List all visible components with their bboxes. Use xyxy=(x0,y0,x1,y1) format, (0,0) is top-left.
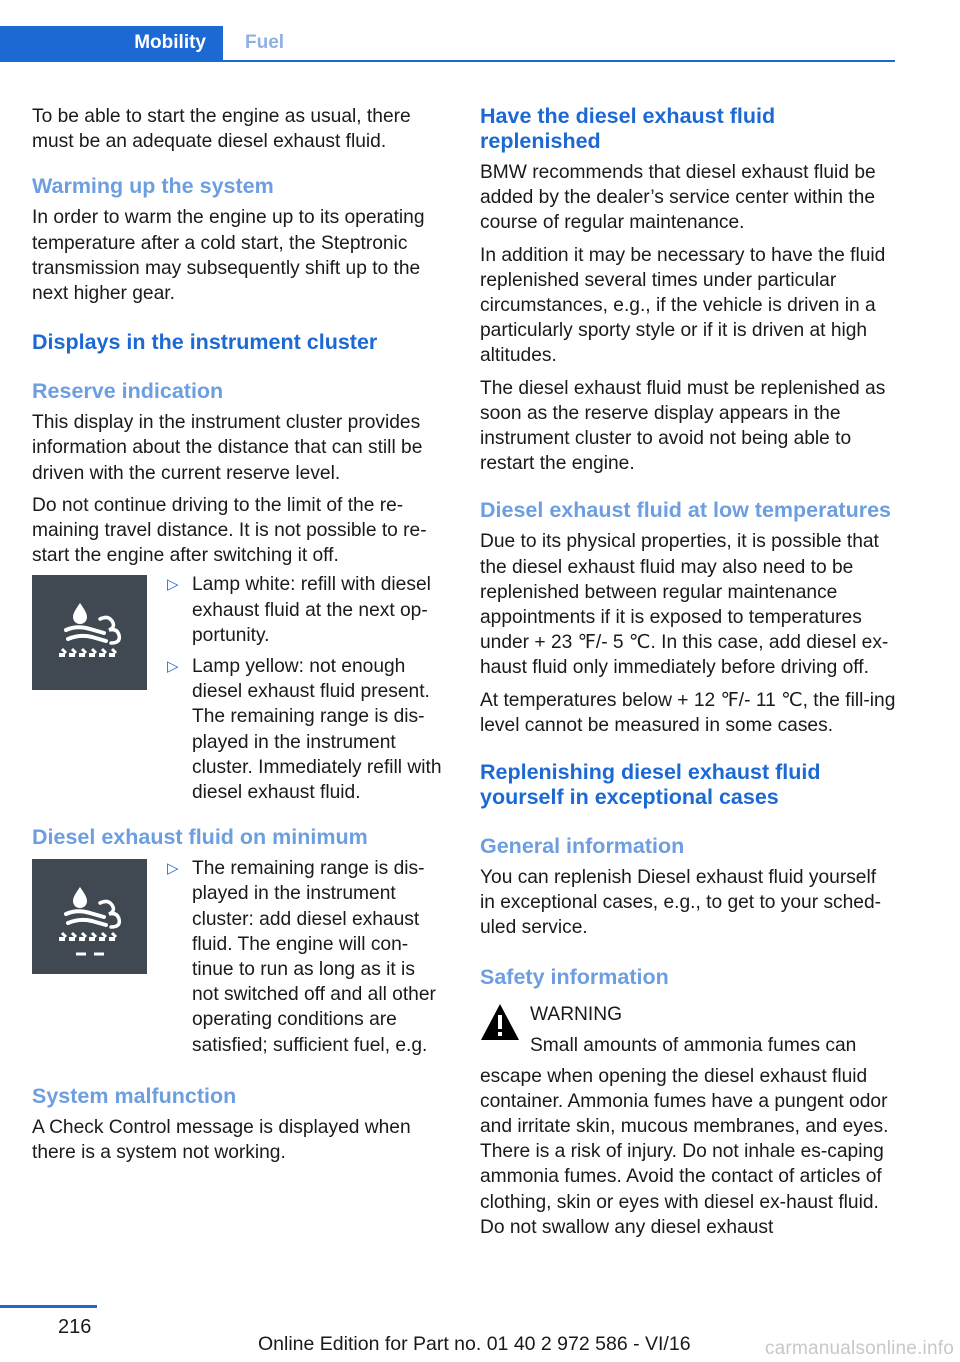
list-item: ▷ Lamp yellow: not enough diesel exhaust fluid present. The remaining range is dis‐played in the instrument cluster. Immediately refill with diesel exhaust fluid. xyxy=(167,656,442,804)
reserve-text-1: This display in the instrument cluster provides information about the distance that can still be driven with the current reserve level. xyxy=(32,412,423,484)
general-heading: General information xyxy=(480,834,685,859)
warning-text: escape when opening the diesel exhaust fluid container. Ammonia fumes have a pungent odor and irritate skin, mucous membranes, and eyes. There is a risk of injury. Do not inhale es‐caping ammonia fumes. Avoid the contact of articles of clothing, skin or eyes with diesel ex‐haust fluid. Do not swallow any diesel exhaust xyxy=(480,1065,889,1238)
right-column xyxy=(480,104,896,1240)
warning-text-first: Small amounts of ammonia fumes can xyxy=(530,1034,857,1056)
warning-block xyxy=(480,1002,896,1064)
watermark: carmanualsonline.info xyxy=(764,1338,954,1359)
minimum-indicator-row xyxy=(32,856,444,1058)
replenished-text-2: In addition it may be necessary to have the fluid replenished several times under particular circumstances, e.g., if the vehicle is driven in a particularly sporty style or if it is driven at high altitudes. xyxy=(480,244,886,367)
triangle-right-icon: ▷ xyxy=(167,860,179,878)
edition-text: Online Edition for Part no. 01 40 2 972 586 - VI/16 xyxy=(258,1333,691,1355)
general-text: You can replenish Diesel exhaust fluid yourself in exceptional cases, e.g., to get to your sched‐uled service. xyxy=(480,867,882,939)
safety-heading: Safety information xyxy=(480,964,669,989)
warming-heading: Warming up the system xyxy=(32,174,274,199)
triangle-right-icon: ▷ xyxy=(167,658,179,676)
diesel-exhaust-fluid-icon xyxy=(32,575,147,690)
diesel-exhaust-fluid-icon xyxy=(32,859,147,974)
replenished-text-1: BMW recommends that diesel exhaust fluid be added by the dealer’s service center within the course of regular maintenance. xyxy=(480,162,876,234)
chapter-tabs xyxy=(0,26,895,62)
list-item: ▷ The remaining range is dis‐played in the instrument cluster: add diesel exhaust fluid. The engine will con‐tinue to run as long as it is not switched off and all other operating conditions are satisfied; sufficient fuel, e.g. xyxy=(167,858,436,1056)
warning-title: WARNING xyxy=(530,1003,623,1025)
malfunction-text: A Check Control message is displayed when there is a system not working. xyxy=(32,1116,411,1164)
lowtemp-text-1: Due to its physical properties, it is possible that the diesel exhaust fluid may also need to be replenished between regular maintenance appointments if it is exposed to temperatures under + 23 ℉/- 5 ℃. In this case, add diesel ex‐haust fluid only immediately before driving off. xyxy=(480,531,889,679)
displays-heading: Displays in the instrument cluster xyxy=(32,330,378,355)
reserve-text-2: Do not continue driving to the limit of the re‐maining travel distance. It is not possible to re‐start the engine after switching it off. xyxy=(32,494,427,567)
malfunction-heading: System malfunction xyxy=(32,1083,237,1108)
lowtemp-heading: Diesel exhaust fluid at low temperatures xyxy=(480,498,892,523)
warming-text: In order to warm the engine up to its operating temperature after a cold start, the Steptronic transmission may subsequently shift up to the next higher gear. xyxy=(32,207,425,305)
replenished-heading: Have the diesel exhaust fluid replenished xyxy=(480,104,776,153)
tab-fuel[interactable]: Fuel xyxy=(245,32,285,53)
left-column xyxy=(32,104,444,1172)
intro-text: To be able to start the engine as usual, there must be an adequate diesel exhaust fluid. xyxy=(32,106,411,153)
minimum-heading: Diesel exhaust fluid on minimum xyxy=(32,825,368,850)
triangle-right-icon: ▷ xyxy=(167,576,179,594)
footer-rule xyxy=(0,1305,97,1308)
yourself-heading: Replenishing diesel exhaust fluid yourself in exceptional cases xyxy=(480,760,821,810)
warning-triangle-icon xyxy=(480,1002,520,1042)
replenished-text-3: The diesel exhaust fluid must be replenished as soon as the reserve display appears in the instrument cluster to avoid not being able to restart the engine. xyxy=(480,377,886,475)
page-number: 216 xyxy=(58,1316,92,1338)
reserve-heading: Reserve indication xyxy=(32,379,224,404)
tab-mobility[interactable]: Mobility xyxy=(0,26,223,60)
lowtemp-text-2: At temperatures below + 12 ℉/- 11 ℃, the fill‐ing level cannot be measured in some cases. xyxy=(480,689,896,736)
reserve-indicator-row xyxy=(32,572,444,805)
list-item: ▷ Lamp white: refill with diesel exhaust fluid at the next op‐portunity. xyxy=(167,574,431,646)
